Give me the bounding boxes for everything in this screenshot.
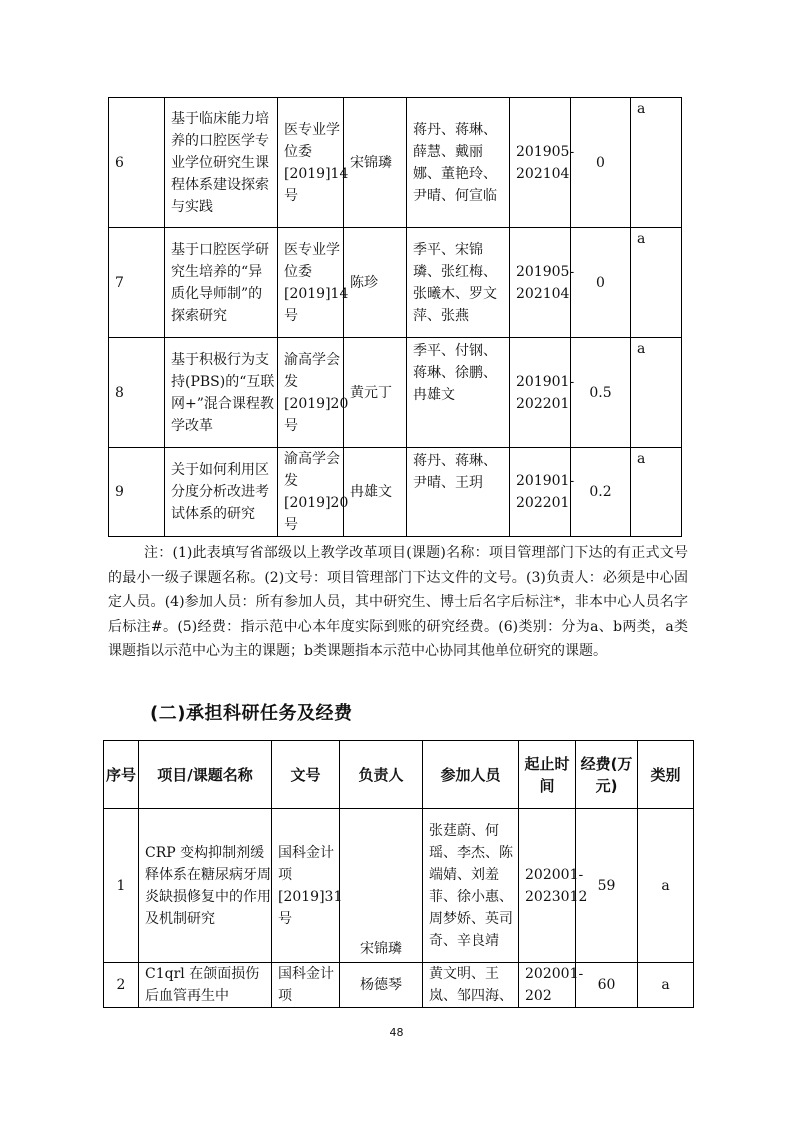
project-leader: 冉雄文: [344, 448, 407, 537]
table-header-row: [104, 741, 694, 809]
document-number: 医专业学位委[2019]14号: [278, 98, 344, 228]
category: a: [631, 448, 682, 537]
table-row: [109, 228, 682, 338]
page-number: 48: [389, 1026, 404, 1039]
participants: 蒋丹、蒋琳、薛慧、戴丽娜、董艳玲、尹晴、何宣临: [407, 98, 510, 228]
funds: 0: [571, 228, 631, 338]
participants: 季平、宋锦璘、张红梅、张曦木、罗文萍、张燕: [407, 228, 510, 338]
project-title: 关于如何利用区分度分析改进考试体系的研究: [165, 448, 278, 537]
period: 201901-202201: [510, 448, 571, 537]
funds: 0.2: [571, 448, 631, 537]
header-title: 项目/课题名称: [139, 741, 272, 809]
document-number: 医专业学位委[2019]14号: [278, 228, 344, 338]
project-leader: 杨德琴: [340, 963, 423, 1008]
table-footnote: 注：(1)此表填写省部级以上教学改革项目(课题)名称：项目管理部门下达的有正式文号的最小一级子课题名称。(2)文号：项目管理部门下达文件的文号。(3)负责人：必须是中心固定人员。(4)参加人员：所有参加人员，其中研究生、博士后名字后标注*，非本中心人员名字后标注#。(5)经费：指示范中心本年度实际到账的研究经费。(6)类别：分为a、b两类，a类课题指以示范中心为主的课题；b类课题指本示范中心协同其他单位研究的课题。: [108, 545, 688, 659]
row-number: 9: [109, 448, 165, 537]
project-title: 基于积极行为支持(PBS)的“互联网+”混合课程教学改革: [165, 338, 278, 448]
row-number: 2: [104, 963, 139, 1008]
period: 201905-202104: [510, 228, 571, 338]
header-participants: 参加人员: [423, 741, 519, 809]
table-row: [109, 98, 682, 228]
funds: 0.5: [571, 338, 631, 448]
funds: 0: [571, 98, 631, 228]
project-leader: 黄元丁: [344, 338, 407, 448]
project-title: 基于口腔医学研究生培养的“异质化导师制”的探索研究: [165, 228, 278, 338]
row-number: 6: [109, 98, 165, 228]
row-number: 7: [109, 228, 165, 338]
header-period: 起止时间: [519, 741, 576, 809]
document-number: 国科金计项[2019]31号: [272, 809, 340, 963]
period: 201905-202104: [510, 98, 571, 228]
project-leader: 宋锦璘: [344, 98, 407, 228]
row-number: 1: [104, 809, 139, 963]
funds: 59: [576, 809, 638, 963]
header-leader: 负责人: [340, 741, 423, 809]
document-number: 渝高学会发[2019]20号: [278, 448, 344, 537]
document-number: 渝高学会发[2019]20号: [278, 338, 344, 448]
header-document: 文号: [272, 741, 340, 809]
project-title: 基于临床能力培养的口腔医学专业学位研究生课程体系建设探索与实践: [165, 98, 278, 228]
category: a: [631, 228, 682, 338]
table-row: [109, 338, 682, 448]
project-title: CRP 变构抑制剂缓释体系在糖尿病牙周炎缺损修复中的作用及机制研究: [139, 809, 272, 963]
header-funds: 经费(万元): [576, 741, 638, 809]
header-category: 类别: [638, 741, 694, 809]
participants: 黄文明、王岚、邹四海、: [423, 963, 519, 1008]
funds: 60: [576, 963, 638, 1008]
category: a: [638, 963, 694, 1008]
teaching-reform-table: [108, 97, 682, 537]
project-leader: 陈珍: [344, 228, 407, 338]
period: 202001-2023012: [519, 809, 576, 963]
period: 201901-202201: [510, 338, 571, 448]
category: a: [631, 338, 682, 448]
participants: 蒋丹、蒋琳、尹晴、王玥: [407, 448, 510, 537]
participants: 张莛蔚、何瑶、李杰、陈端婧、刘羞菲、徐小惠、周梦娇、英司奇、辛良靖: [423, 809, 519, 963]
section-heading: (二)承担科研任务及经费: [150, 703, 353, 724]
table-row: [104, 809, 694, 963]
project-title: C1qrl 在颌面损伤后血管再生中: [139, 963, 272, 1008]
research-projects-table: [103, 740, 694, 1008]
project-leader: 宋锦璘: [340, 809, 423, 963]
row-number: 8: [109, 338, 165, 448]
table-row: [104, 963, 694, 1008]
period: 202001-202: [519, 963, 576, 1008]
document-number: 国科金计项: [272, 963, 340, 1008]
table-row: [109, 448, 682, 537]
participants: 季平、付钢、蒋琳、徐鹏、冉雄文: [407, 338, 510, 448]
category: a: [638, 809, 694, 963]
category: a: [631, 98, 682, 228]
header-number: 序号: [104, 741, 139, 809]
